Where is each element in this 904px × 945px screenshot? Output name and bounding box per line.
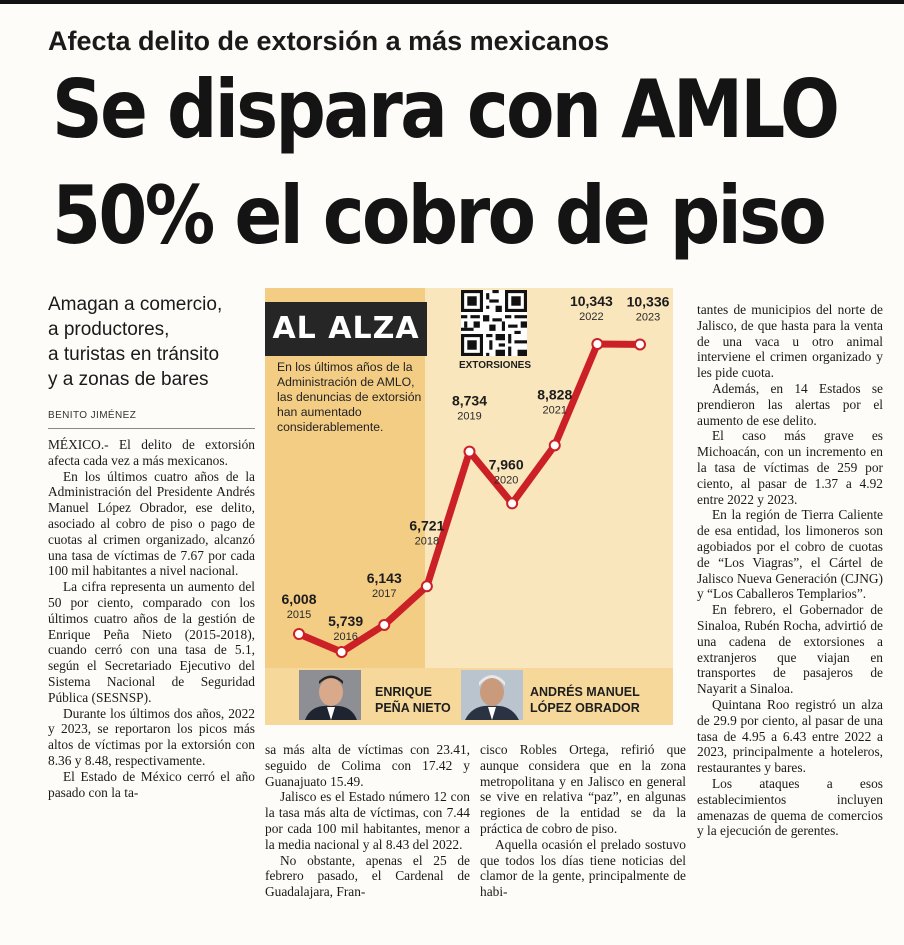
year-label-2018: 2018 <box>414 535 440 548</box>
deck-line: y a zonas de bares <box>48 369 209 390</box>
president-name-line: ENRIQUE <box>375 685 432 699</box>
byline-rule <box>48 428 255 429</box>
year-label-2019: 2019 <box>457 410 482 423</box>
deck-line: a productores, <box>48 319 170 340</box>
data-point-2022 <box>592 339 602 349</box>
headline-line-2: 50% el cobro de piso <box>52 169 825 262</box>
year-label-2016: 2016 <box>333 631 358 643</box>
president-name-amlo <box>530 684 640 716</box>
qr-code-icon[interactable] <box>461 290 527 356</box>
paragraph: cisco Robles Ortega, refirió que aunque considera que en la zona metropolitana y en Jalisco en general se vive en relativa “paz”, en algunas regiones de la entidad se da la práctica de cobro de piso. <box>480 742 686 836</box>
paragraph: El Estado de México cerró el año pasado con la ta- <box>48 768 255 800</box>
paragraph: Durante los últimos dos años, 2022 y 2023, se reportaron los picos más altos de víctimas por la extorsión con 8.36 y 8.48, respectivamente. <box>48 705 255 768</box>
body-column-1 <box>48 437 255 800</box>
president-name-line: ANDRÉS MANUEL <box>530 685 640 699</box>
year-label-2022: 2022 <box>579 311 604 323</box>
value-label-2022: 10,343 <box>569 293 613 309</box>
paragraph: tantes de municipios del norte de Jalisco, de que hasta para la venta de una vaca u otro animal interviene el crimen organizado y les pide cuota. <box>697 302 883 381</box>
value-label-2016: 5,739 <box>328 613 364 629</box>
year-label-2021: 2021 <box>542 404 567 417</box>
data-point-2017 <box>379 620 389 630</box>
qr-caption: EXTORSIONES <box>458 360 532 371</box>
year-label-2017: 2017 <box>372 587 397 600</box>
headline-line-1: Se dispara con AMLO <box>52 63 838 156</box>
paragraph: MÉXICO.- El delito de extorsión afecta cada vez a más mexicanos. <box>48 437 255 468</box>
infographic-intro: En los últimos años de la Administración de AMLO, las denuncias de extorsión han aumentado considerablemente. <box>277 360 422 434</box>
data-point-2018 <box>422 581 432 591</box>
value-label-2021: 8,828 <box>537 386 573 403</box>
paragraph: sa más alta de víctimas con 23.41, seguido de Colima con 17.42 y Guanajuato 15.49. <box>265 742 470 789</box>
paragraph: Los ataques a esos establecimientos incluyen amenazas de quema de comercios y la ejecución de gerentes. <box>697 775 883 839</box>
enrique-pena-nieto-portrait-icon <box>299 670 361 720</box>
byline: BENITO JIMÉNEZ <box>48 410 137 421</box>
body-column-2 <box>265 742 470 900</box>
paragraph: Además, en 14 Estados se prendieron las alertas por el aumento de ese delito. <box>697 380 883 428</box>
paragraph: En febrero, el Gobernador de Sinaloa, Rubén Rocha, advirtió de una cadena de extorsiones a extranjeros que viajan en transportes de pasajeros de Nayarit a Sinaloa. <box>697 602 883 697</box>
value-label-2023: 10,336 <box>626 293 670 310</box>
data-point-2023 <box>635 339 645 349</box>
paragraph: Aquella ocasión el prelado sostuvo que todos los días tiene noticias del clamor de la gente, principalmente de habi- <box>480 836 686 900</box>
president-name-line: PEÑA NIETO <box>375 701 451 715</box>
data-point-2015 <box>294 629 304 639</box>
paragraph: En la región de Tierra Caliente de esa entidad, los limoneros son agobiados por el cobro de cuotas de “Los Viagras”, el Cártel de Jalisco Nueva Generación (CJNG) y “Los Caballeros Templarios”. <box>697 507 883 602</box>
data-point-2021 <box>550 440 560 450</box>
badge-title: AL ALZA <box>265 302 427 356</box>
paragraph: En los últimos cuatro años de la Administración del Presidente Andrés Manuel López Obrador, ese delito, asociado al cobro de piso o pago de cuotas al crimen organizado, alcanzó una tasa de víctimas de 7.67 por cada 100 mil habitantes a nivel nacional. <box>48 468 255 579</box>
paragraph: Quintana Roo registró un alza de 29.9 por ciento, al pasar de una tasa de 4.95 a 6.43 entre 2022 a 2023, principalmente a hoteleros, restaurantes y bares. <box>697 696 883 776</box>
data-point-2019 <box>465 447 475 457</box>
president-name-line: LÓPEZ OBRADOR <box>530 701 640 715</box>
president-name-epn <box>375 684 451 716</box>
data-point-2016 <box>337 647 347 657</box>
year-label-2015: 2015 <box>286 609 312 622</box>
infographic <box>265 288 673 725</box>
paragraph: No obstante, apenas el 25 de febrero pasado, el Cardenal de Guadalajara, Fran- <box>265 852 470 900</box>
andres-manuel-lopez-obrador-portrait-icon <box>461 670 523 720</box>
paragraph: La cifra representa un aumento del 50 por ciento, comparado con los últimos cuatro años de la gestión de Enrique Peña Nieto (2015-2018), cuando cerró con una tasa de 5.1, según el Secretariado Ejecutivo del Sistema Nacional de Seguridad Pública (SESNSP). <box>48 579 255 705</box>
value-label-2015: 6,008 <box>281 591 317 608</box>
data-point-2020 <box>507 498 517 508</box>
value-label-2018: 6,721 <box>409 517 445 534</box>
year-label-2023: 2023 <box>635 311 661 324</box>
year-label-2020: 2020 <box>493 474 519 487</box>
value-label-2017: 6,143 <box>366 569 402 586</box>
deck-line: a turistas en tránsito <box>48 344 220 365</box>
value-label-2019: 8,734 <box>451 392 488 409</box>
kicker: Afecta delito de extorsión a más mexicanos <box>48 26 610 56</box>
value-label-2020: 7,960 <box>488 456 524 473</box>
paragraph: El caso más grave es Michoacán, con un incremento en la tasa de víctimas de 259 por ciento, al pasar de 1.37 a 4.92 entre 2022 y 2023. <box>697 428 883 507</box>
deck-line: Amagan a comercio, <box>48 294 223 315</box>
deck <box>48 292 258 392</box>
paragraph: Jalisco es el Estado número 12 con la tasa más alta de víctimas, con 7.44 por cada 100 mil habitantes, menor a la media nacional y al 8.43 del 2022. <box>265 789 470 852</box>
top-rule <box>0 0 904 4</box>
body-column-4 <box>697 302 883 839</box>
body-column-3 <box>480 742 686 900</box>
